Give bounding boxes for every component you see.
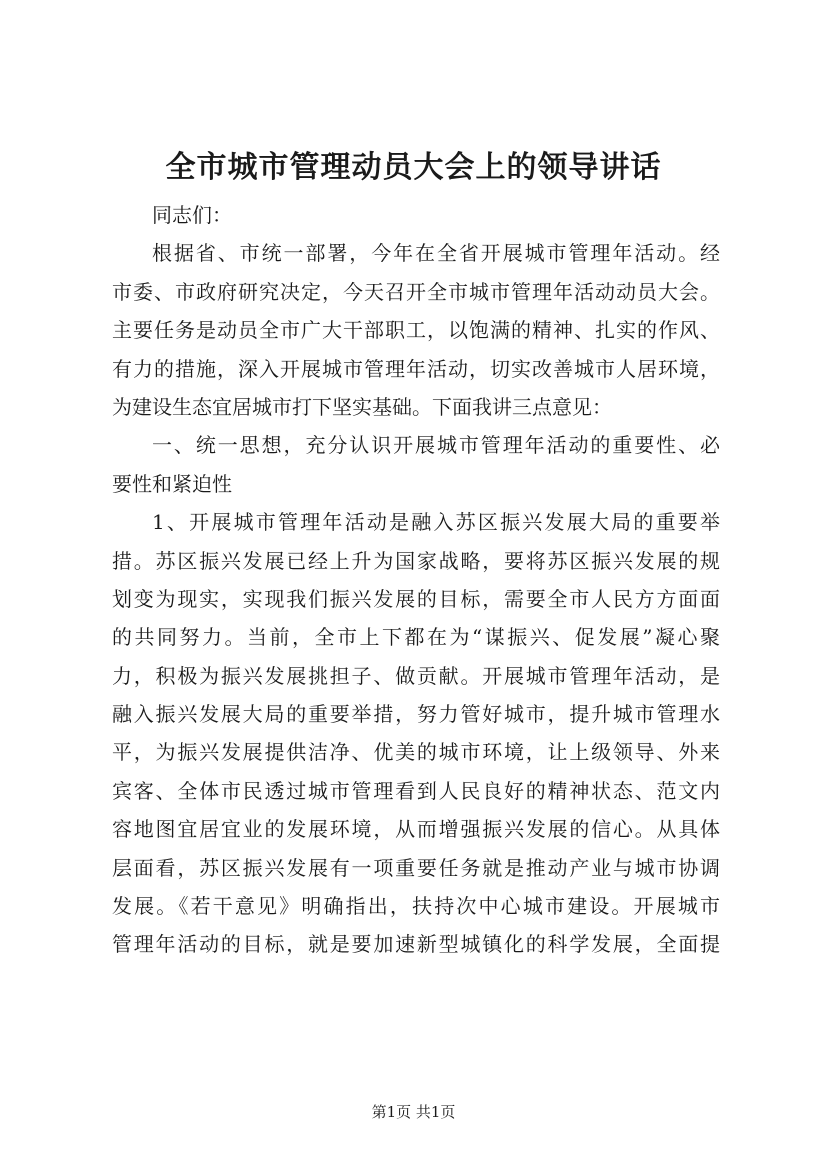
text-line: 融入振兴发展大局的重要举措，努力管好城市，提升城市管理水 xyxy=(112,702,720,727)
text-line: 宾客、全体市民透过城市管理看到人民良好的精神状态、范文内 xyxy=(112,778,720,803)
text-line: 管理年活动的目标，就是要加速新型城镇化的科学发展，全面提 xyxy=(112,932,720,957)
text-line: 根据省、市统一部署，今年在全省开展城市管理年活动。经 xyxy=(152,241,720,266)
text-line: 一、统一思想，充分认识开展城市管理年活动的重要性、必 xyxy=(152,433,720,458)
document-title: 全市城市管理动员大会上的领导讲话 xyxy=(165,150,662,185)
text-line: 容地图宜居宜业的发展环境，从而增强振兴发展的信心。从具体 xyxy=(112,817,720,842)
text-line: 市委、市政府研究决定，今天召开全市城市管理年活动动员大会。 xyxy=(112,279,720,304)
text-line: 平，为振兴发展提供洁净、优美的城市环境，让上级领导、外来 xyxy=(112,740,720,765)
text-line: 发展。《若干意见》明确指出，扶持次中心城市建设。开展城市 xyxy=(112,894,720,919)
text-line: 措。苏区振兴发展已经上升为国家战略，要将苏区振兴发展的规 xyxy=(112,548,720,573)
text-line: 同志们： xyxy=(152,203,232,227)
text-line: 为建设生态宜居城市打下坚实基础。下面我讲三点意见： xyxy=(112,394,612,419)
text-line: 层面看，苏区振兴发展有一项重要任务就是推动产业与城市协调 xyxy=(112,855,720,880)
text-line: 力，积极为振兴发展挑担子、做贡献。开展城市管理年活动，是 xyxy=(112,663,720,688)
page-footer: 第1页 共1页 xyxy=(371,1103,456,1121)
text-line: 主要任务是动员全市广大干部职工，以饱满的精神、扎实的作风、 xyxy=(112,318,720,343)
text-line: 的共同努力。当前，全市上下都在为“谋振兴、促发展”凝心聚 xyxy=(112,625,720,650)
text-line: 1、开展城市管理年活动是融入苏区振兴发展大局的重要举 xyxy=(152,510,720,535)
text-line: 划变为现实，实现我们振兴发展的目标，需要全市人民方方面面 xyxy=(112,586,720,611)
text-line: 要性和紧迫性 xyxy=(112,471,232,496)
document-body xyxy=(112,196,720,964)
text-line: 有力的措施，深入开展城市管理年活动，切实改善城市人居环境， xyxy=(112,356,720,381)
